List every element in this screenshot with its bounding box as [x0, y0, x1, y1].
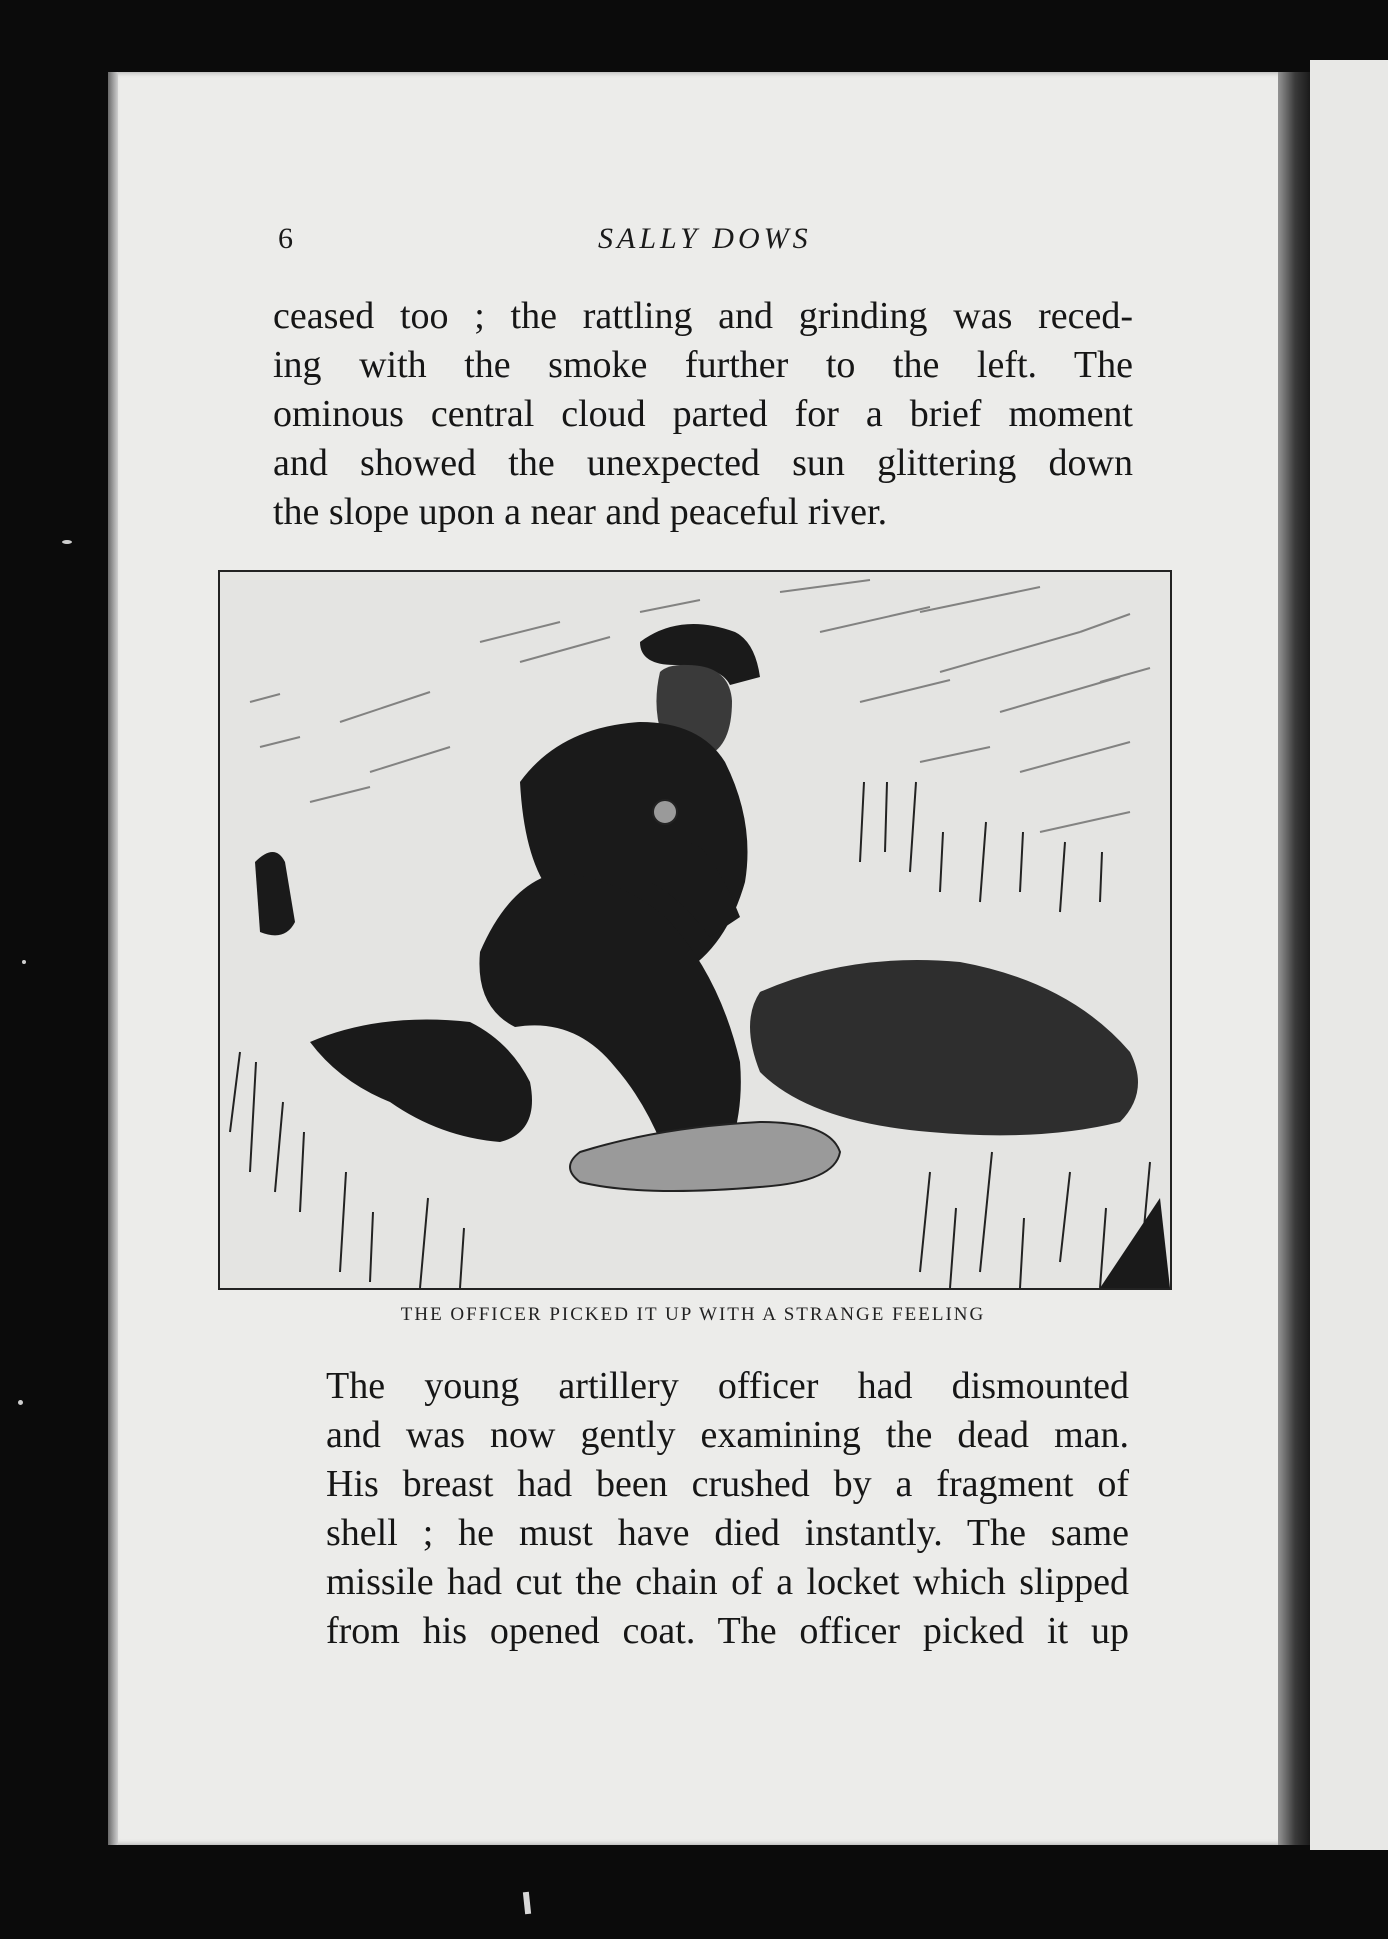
paragraph-bottom	[264, 1362, 1129, 1656]
page-left-edge	[108, 72, 118, 1845]
book-page	[108, 72, 1278, 1845]
text-line: shell ; he must have died instantly. The same	[326, 1512, 1129, 1554]
text-line: ing with the smoke further to the left. The	[273, 344, 1133, 386]
text-line: the slope upon a near and peaceful river.	[273, 491, 888, 533]
facing-page-edge	[1310, 60, 1388, 1850]
text-line: His breast had been crushed by a fragment of	[326, 1463, 1129, 1505]
illustration	[218, 570, 1172, 1290]
scan-speck	[22, 960, 26, 964]
scan-speck	[18, 1400, 23, 1405]
text-line: and was now gently examining the dead man.	[326, 1414, 1129, 1456]
scan-artifact	[523, 1892, 531, 1915]
page-number: 6	[278, 222, 293, 255]
text-line: missile had cut the chain of a locket which slipped	[326, 1561, 1129, 1603]
running-title: SALLY DOWS	[598, 222, 812, 255]
page-header	[278, 222, 1178, 262]
text-line: from his opened coat. The officer picked it up	[326, 1610, 1129, 1652]
text-line: ominous central cloud parted for a brief moment	[273, 393, 1133, 435]
paragraph-top	[273, 292, 1133, 537]
text-line: and showed the unexpected sun glittering down	[273, 442, 1133, 484]
illustration-drawing	[220, 572, 1170, 1288]
figure-caption: THE OFFICER PICKED IT UP WITH A STRANGE FEELING	[400, 1304, 986, 1325]
scan-speck	[62, 540, 72, 544]
text-line: ceased too ; the rattling and grinding was reced-	[273, 295, 1133, 337]
text-line: The young artillery officer had dismounted	[326, 1365, 1129, 1407]
